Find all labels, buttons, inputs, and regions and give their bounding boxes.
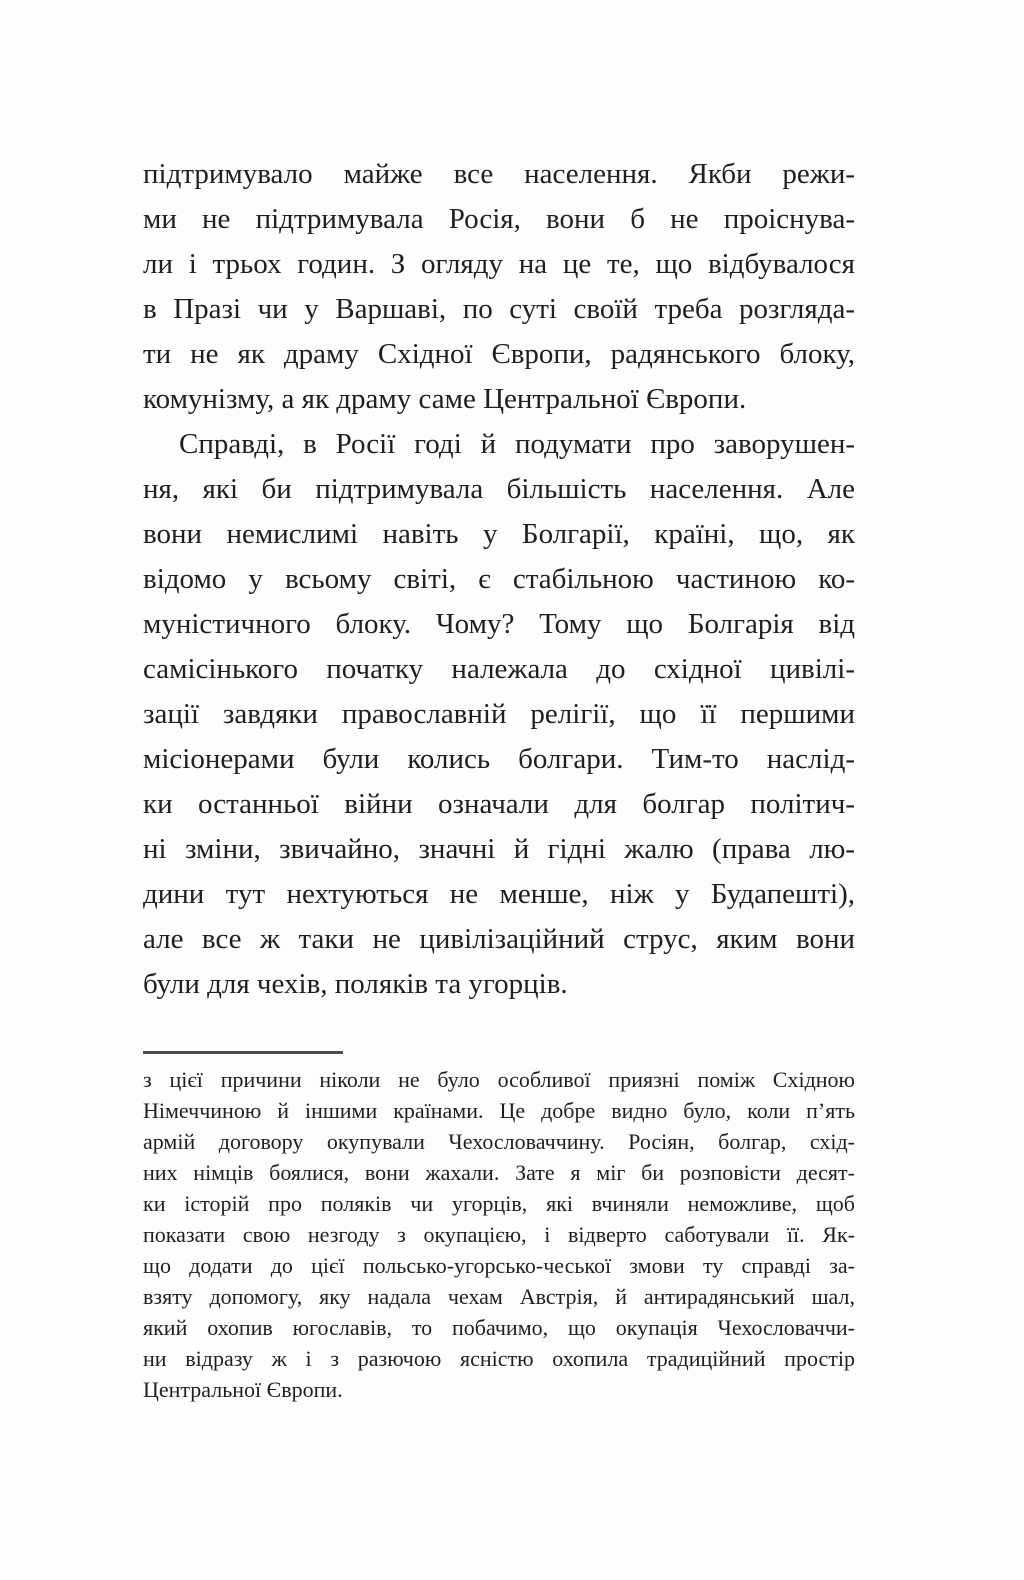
text-line: місіонерами були колись болгари. Тим-то наслід- bbox=[143, 743, 855, 775]
text-line: в Празі чи у Варшаві, по суті своїй треба розгляда- bbox=[143, 293, 855, 325]
text-line: ни відразу ж і з разючою ясністю охопила традиційний простір bbox=[143, 1346, 855, 1371]
paragraph bbox=[143, 152, 855, 422]
text-line: комунізму, а як драму саме Центральної Європи. bbox=[143, 383, 747, 415]
text-line: але все ж таки не цивілізаційний струс, яким вони bbox=[143, 923, 855, 955]
text-line: армій договору окупували Чехословаччину. Росіян, болгар, схід- bbox=[143, 1129, 855, 1154]
text-line: дини тут нехтуються не менше, ніж у Будапешті), bbox=[143, 878, 855, 910]
page-text-block bbox=[143, 152, 855, 1405]
text-line: підтримувало майже все населення. Якби режи- bbox=[143, 158, 855, 190]
body-paragraphs bbox=[143, 152, 855, 1007]
text-line: Справді, в Росії годі й подумати про заворушен- bbox=[179, 428, 855, 460]
text-line: ня, які би підтримувала більшість населення. Але bbox=[143, 473, 855, 505]
text-line: були для чехів, поляків та угорців. bbox=[143, 968, 568, 1000]
text-line: ні зміни, звичайно, значні й гідні жалю (права лю- bbox=[143, 833, 855, 865]
text-line: ки історій про поляків чи угорців, які вчиняли неможливе, щоб bbox=[143, 1191, 855, 1216]
text-line: Центральної Європи. bbox=[143, 1377, 343, 1402]
text-line: показати свою незгоду з окупацією, і відверто саботували її. Як- bbox=[143, 1222, 855, 1247]
text-line: ли і трьох годин. З огляду на це те, що відбувалося bbox=[143, 248, 855, 280]
text-line: ки останньої війни означали для болгар політич- bbox=[143, 788, 855, 820]
footnote-separator bbox=[143, 1051, 343, 1054]
text-line: муністичного блоку. Чому? Тому що Болгарія від bbox=[143, 608, 855, 640]
paragraph bbox=[143, 422, 855, 1007]
text-line: Німеччиною й іншими країнами. Це добре видно було, коли п’ять bbox=[143, 1098, 855, 1123]
text-line: з цієї причини ніколи не було особливої приязні поміж Східною bbox=[143, 1067, 855, 1092]
text-line: ти не як драму Східної Європи, радянського блоку, bbox=[143, 338, 855, 370]
text-line: що додати до цієї польсько-угорсько-чеської змови ту справді за- bbox=[143, 1253, 855, 1278]
text-line: відомо у всьому світі, є стабільною частиною ко- bbox=[143, 563, 855, 595]
text-line: самісінького початку належала до східної цивілі- bbox=[143, 653, 855, 685]
text-line: взяту допомогу, яку надала чехам Австрія, й антирадянський шал, bbox=[143, 1284, 855, 1309]
text-line: який охопив югославів, то побачимо, що окупація Чехословаччи- bbox=[143, 1315, 855, 1340]
footnote bbox=[143, 1064, 855, 1405]
text-line: ми не підтримувала Росія, вони б не проіснува- bbox=[143, 203, 855, 235]
text-line: них німців боялися, вони жахали. Зате я міг би розповісти десят- bbox=[143, 1160, 855, 1185]
text-line: зації завдяки православній релігії, що її першими bbox=[143, 698, 855, 730]
text-line: вони немислимі навіть у Болгарії, країні, що, як bbox=[143, 518, 855, 550]
